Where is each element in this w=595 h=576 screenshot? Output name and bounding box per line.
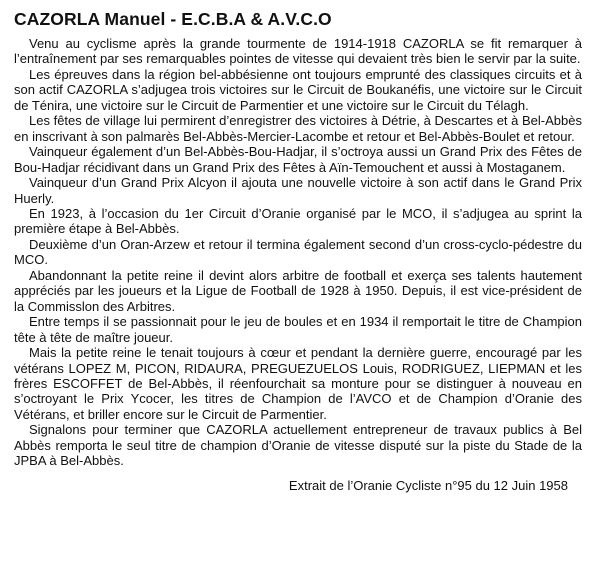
paragraph-10: Mais la petite reine le tenait toujours à cœur et pendant la dernière guerre, encouragé par les vétérans LOPEZ M, PICON, RIDAURA, PREGUEZUELOS Louis, RODRIGUEZ, LIEPMAN et les frères ESCOFFET de Bel-Abbès, il réenfourchait sa monture pour se distinguer à nouveau en s’octroyant le Prix Ycocer, les titres de Champion de l’AVCO et de Champion d’Oranie des Vétérans, et briller encore sur le Circuit de Parmentier. bbox=[14, 345, 582, 422]
paragraph-1: Venu au cyclisme après la grande tourmente de 1914-1918 CAZORLA se fit remarquer à l’entraînement par ses remarquables pointes de vitesse qui devaient très bien le servir par la suite. bbox=[14, 36, 582, 67]
paragraph-11: Signalons pour terminer que CAZORLA actuellement entrepreneur de travaux publics à Bel Abbès remporta le seul titre de champion d’Oranie de vitesse disputé sur la piste du Stade de la JPBA à Bel-Abbès. bbox=[14, 422, 582, 469]
paragraph-3: Les fêtes de village lui permirent d’enregistrer des victoires à Détrie, à Descartes et à Bel-Abbès en inscrivant à son palmarès Bel-Abbès-Mercier-Lacombe et retour et Bel-Abbès-Boulet et retour. bbox=[14, 113, 582, 144]
article-title: CAZORLA Manuel - E.C.B.A & A.V.C.O bbox=[14, 9, 332, 29]
article bbox=[14, 8, 582, 494]
paragraph-8: Abandonnant la petite reine il devint alors arbitre de football et exerça ses talents hautement appréciés par les joueurs et la Ligue de Football de 1928 à 1950. Depuis, il est vice-président de la Commisslon des Arbitres. bbox=[14, 267, 582, 314]
source-citation: Extrait de l’Oranie Cycliste n°95 du 12 Juin 1958 bbox=[288, 477, 568, 493]
paragraph-2: Les épreuves dans la région bel-abbésienne ont toujours emprunté des classiques circuits et à son actif CAZORLA s’adjugea trois victoires sur le Circuit de Boukanéfis, une victoire sur le Circuit de Ténira, une victoire sur le Circuit de Parmentier et une victoire sur le Circuit du Télagh. bbox=[14, 66, 582, 113]
paragraph-4: Vainqueur également d’un Bel-Abbès-Bou-Hadjar, il s’octroya aussi un Grand Prix des Fêtes de Bou-Hadjar récidivant dans un Grand Prix des Fêtes à Aïn-Temouchent et aussi à Mostaganem. bbox=[14, 144, 582, 175]
paragraph-5: Vainqueur d’un Grand Prix Alcyon il ajouta une nouvelle victoire à son actif dans le Grand Prix Huerly. bbox=[14, 175, 582, 206]
paragraph-7: Deuxième d’un Oran-Arzew et retour il termina également second d’un cross-cyclo-pédestre du MCO. bbox=[14, 236, 582, 268]
paragraph-9: Entre temps il se passionnait pour le jeu de boules et en 1934 il remportait le titre de Champion tête à tête de maître joueur. bbox=[14, 314, 582, 345]
paragraph-6: En 1923, à l’occasion du 1er Circuit d’Oranie organisé par le MCO, il s’adjugea au sprint la première étape à Bel-Abbès. bbox=[14, 205, 582, 237]
